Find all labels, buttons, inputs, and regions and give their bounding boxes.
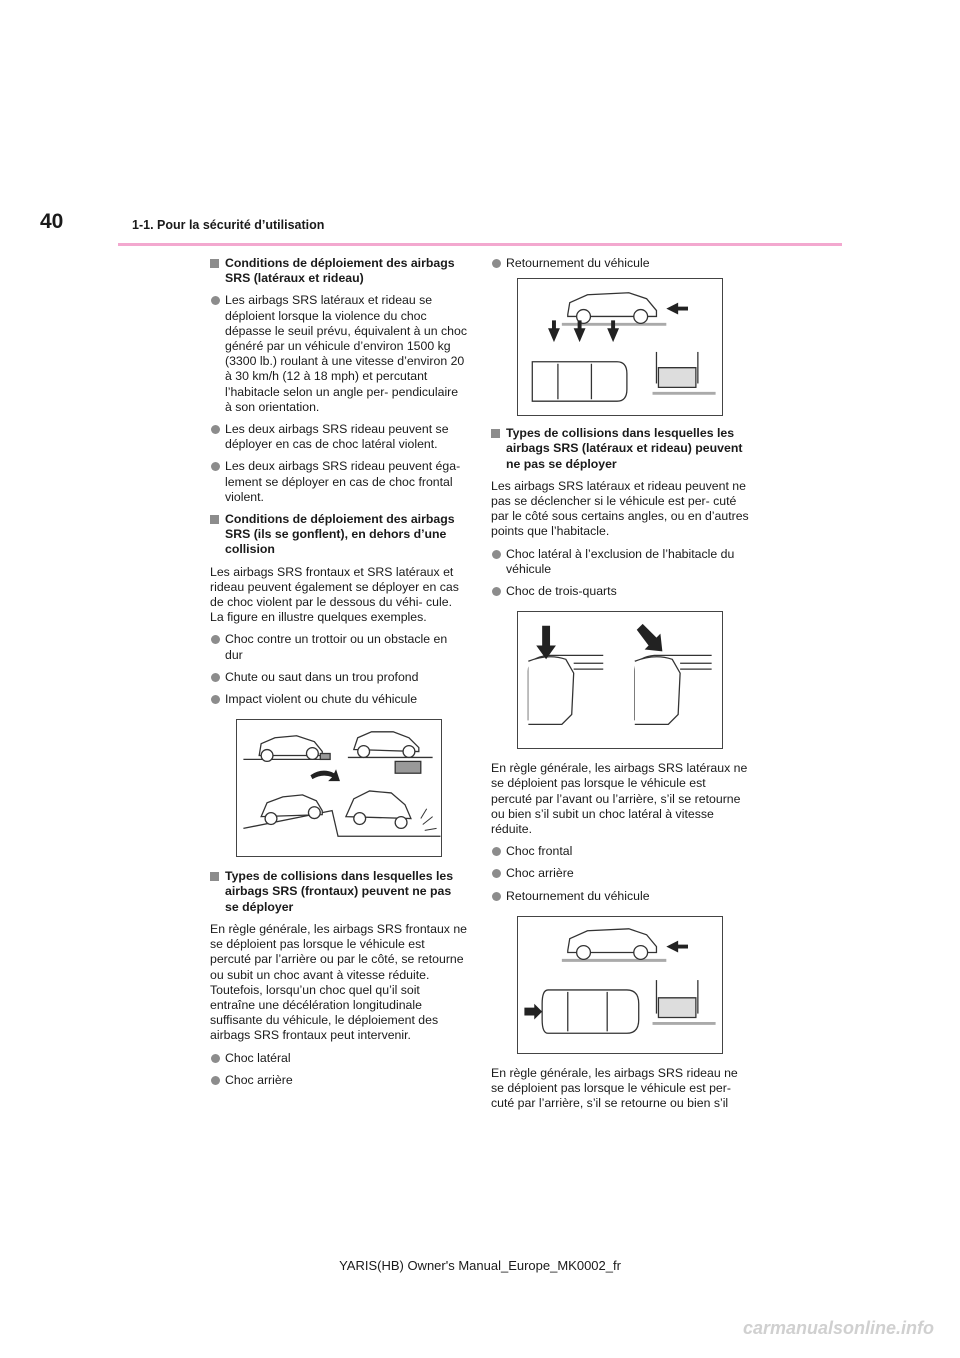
list-item: Retournement du véhicule [491,256,749,271]
page-number: 40 [40,210,64,233]
bullet-dot-icon [492,550,501,559]
section-title: 1-1. Pour la sécurité d’utilisation [132,218,325,232]
heading-side-curtain-deploy: Conditions de déploiement des airbags SRS (latéraux et rideau) [210,256,468,286]
list-item: Chute ou saut dans un trou profond [210,670,468,685]
heading-deploy-without-collision: Conditions de déploiement des airbags SRS (ils se gonflent), en dehors d’une collision [210,512,468,558]
square-bullet-icon [210,872,219,881]
right-column [491,256,749,1118]
bullet-dot-icon [211,425,220,434]
list-item: Choc contre un trottoir ou un obstacle en dur [210,632,468,662]
paragraph: En règle générale, les airbags SRS rideau ne se déploient pas lorsque le véhicule est per- cuté par l’arrière, s’il se retourne ou bien s’il [491,1065,738,1111]
list-item: Choc frontal [491,844,749,859]
bullet-dot-icon [492,869,501,878]
paragraph: Les airbags SRS latéraux et rideau peuvent ne pas se déclencher si le véhicule est per- cuté par le côté sous certains angles, ou en d’autres points que l’habitacle. [491,478,749,539]
bullet-dot-icon [211,462,220,471]
figure-frontal-rear-rollover [517,916,723,1054]
footer-manual-id: YARIS(HB) Owner's Manual_Europe_MK0002_fr [339,1258,621,1273]
figure-undercarriage-impacts [236,719,442,857]
header-rule [118,243,842,246]
heading-frontal-no-deploy: Types de collisions dans lesquelles les airbags SRS (frontaux) peuvent ne pas se déployer [210,869,468,915]
list-item: Choc de trois-quarts [491,584,749,599]
left-column [210,256,468,1095]
heading-side-curtain-no-deploy: Types de collisions dans lesquelles les airbags SRS (latéraux et rideau) peuvent ne pas se déployer [491,426,749,472]
bullet-dot-icon [211,296,220,305]
bullet-dot-icon [492,847,501,856]
figure-side-three-quarter [517,611,723,749]
square-bullet-icon [210,515,219,524]
bullet-dot-icon [492,587,501,596]
list-item: Les airbags SRS latéraux et rideau se déploient lorsque la violence du choc dépasse le seuil prévu, équivalent à un choc généré par un véhicule d’environ 1500 kg (3300 lb.) roulant à une vitesse d’environ 20 à 30 km/h (12 à 18 mph) et percutant l’habitacle selon un angle per- pendiculaire à son orientation. [210,293,468,415]
list-item: Choc arrière [491,866,749,881]
bullet-dot-icon [492,892,501,901]
undercarriage-impact-illustration [237,720,441,856]
bullet-dot-icon [211,635,220,644]
paragraph: En règle générale, les airbags SRS latéraux ne se déploient pas lorsque le véhicule est percuté par l’avant ou l’arrière, s’il se retourne ou bien s’il subit un choc latéral à vitesse réduite. [491,761,748,837]
bullet-dot-icon [211,1076,220,1085]
list-item: Choc latéral à l’exclusion de l’habitacle du véhicule [491,547,749,577]
list-item: Impact violent ou chute du véhicule [210,692,468,707]
figure-rollover-rear-side [517,278,723,416]
list-item: Les deux airbags SRS rideau peuvent se déployer en cas de choc latéral violent. [210,422,468,452]
bullet-dot-icon [211,1054,220,1063]
watermark-logo: carmanualsonline.info [742,1318,934,1338]
list-item: Retournement du véhicule [491,889,749,904]
bullet-dot-icon [211,673,220,682]
square-bullet-icon [491,429,500,438]
bullet-dot-icon [492,259,501,268]
list-item: Choc arrière [210,1073,468,1088]
paragraph: Les airbags SRS frontaux et SRS latéraux et rideau peuvent également se déployer en cas de choc violent par le dessous du véhi- cule. La figure en illustre quelques exemples. [210,564,459,625]
rollover-illustration [518,279,722,415]
frontal-rear-rollover-illustration [518,917,722,1053]
bullet-dot-icon [211,695,220,704]
paragraph: En règle générale, les airbags SRS frontaux ne se déploient pas lorsque le véhicule est percuté par l’arrière ou par le côté, se retourne ou subit un choc avant à vitesse réduite. Toutefois, lorsqu’un choc quel qu’il soit entraîne une décélération longitudinale suffisante du véhicule, le déploiement des airbags SRS frontaux peut intervenir. [210,921,468,1043]
list-item: Les deux airbags SRS rideau peuvent éga- lement se déployer en cas de choc frontal violent. [210,459,468,505]
list-item: Choc latéral [210,1051,468,1066]
side-impact-illustration [518,612,722,748]
square-bullet-icon [210,259,219,268]
